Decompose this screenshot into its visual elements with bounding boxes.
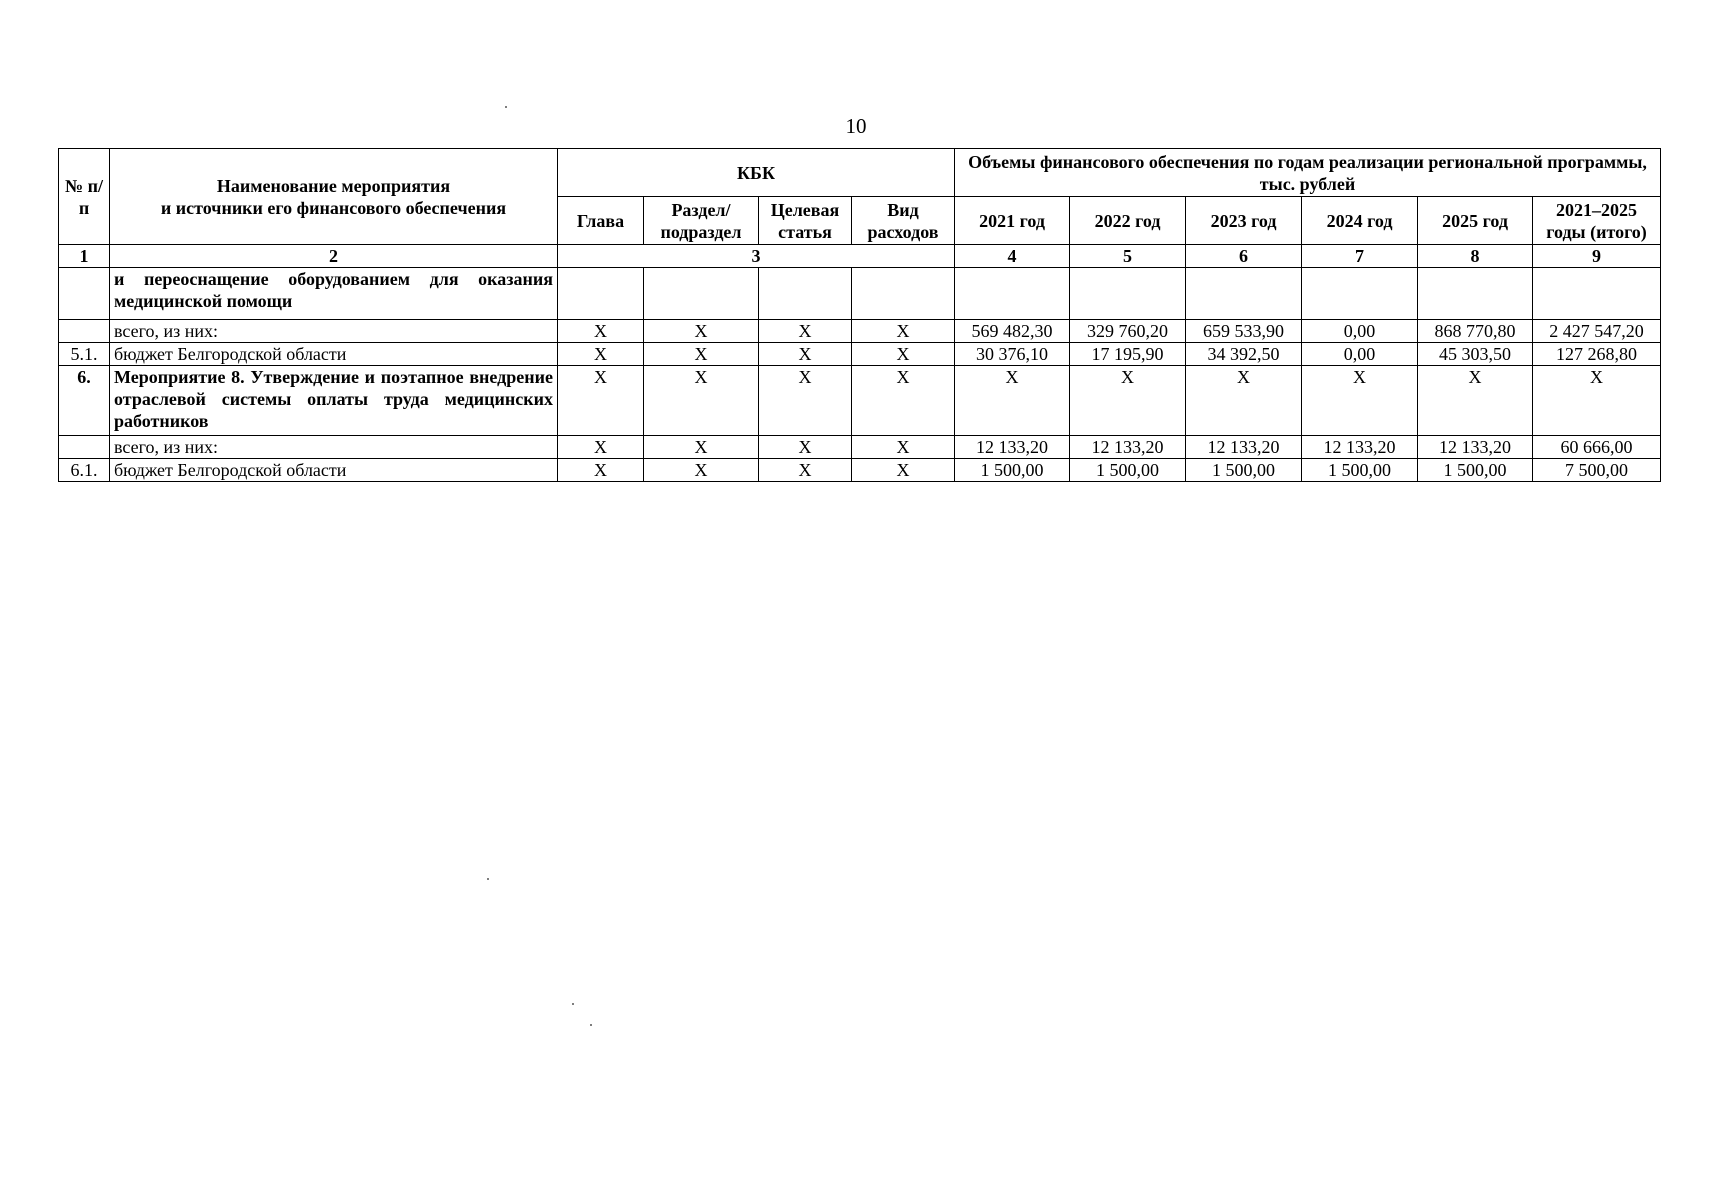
header-year-2025: 2025 год <box>1418 197 1533 245</box>
row-value-cell <box>955 268 1070 320</box>
header-kbk-vid: Вид расходов <box>852 197 955 245</box>
row-value-cell: 1 500,00 <box>1302 459 1418 482</box>
column-number: 1 <box>59 245 110 268</box>
row-value-cell: 17 195,90 <box>1070 343 1186 366</box>
row-value-cell: 1 500,00 <box>1418 459 1533 482</box>
header-col-name-line1: Наименование мероприятия <box>216 175 451 196</box>
scan-speck <box>505 106 507 108</box>
row-name: и переоснащение оборудованием для оказания медицинской помощи <box>110 268 558 320</box>
row-kbk-cell: X <box>759 320 852 343</box>
row-value-cell <box>1533 268 1661 320</box>
row-kbk-cell: X <box>852 459 955 482</box>
row-kbk-cell: X <box>558 459 644 482</box>
row-value-cell: 329 760,20 <box>1070 320 1186 343</box>
row-number <box>59 268 110 320</box>
row-value-cell: 569 482,30 <box>955 320 1070 343</box>
table-row <box>59 268 1661 320</box>
table-row <box>59 459 1661 482</box>
financing-table <box>58 148 1661 482</box>
row-name: всего, из них: <box>110 320 558 343</box>
header-year-2022: 2022 год <box>1070 197 1186 245</box>
row-value-cell: 1 500,00 <box>1070 459 1186 482</box>
table-row <box>59 320 1661 343</box>
row-kbk-cell: X <box>644 436 759 459</box>
row-value-cell <box>1186 268 1302 320</box>
header-col-no: № п/п <box>59 149 110 245</box>
row-value-cell: X <box>1070 366 1186 436</box>
row-value-cell <box>1418 268 1533 320</box>
row-value-cell: 12 133,20 <box>955 436 1070 459</box>
row-kbk-cell: X <box>852 343 955 366</box>
table-row <box>59 436 1661 459</box>
row-value-cell: X <box>1533 366 1661 436</box>
row-name: бюджет Белгородской области <box>110 343 558 366</box>
row-value-cell: 12 133,20 <box>1302 436 1418 459</box>
row-value-cell: 2 427 547,20 <box>1533 320 1661 343</box>
row-name: бюджет Белгородской области <box>110 459 558 482</box>
row-number <box>59 436 110 459</box>
column-number-row <box>59 245 1661 268</box>
row-value-cell: 868 770,80 <box>1418 320 1533 343</box>
row-kbk-cell: X <box>558 436 644 459</box>
row-kbk-cell <box>644 268 759 320</box>
column-number: 7 <box>1302 245 1418 268</box>
row-kbk-cell: X <box>852 436 955 459</box>
row-value-cell: X <box>1302 366 1418 436</box>
row-value-cell: 7 500,00 <box>1533 459 1661 482</box>
row-kbk-cell: X <box>644 343 759 366</box>
table-row <box>59 366 1661 436</box>
row-number: 6. <box>59 366 110 436</box>
row-kbk-cell: X <box>644 320 759 343</box>
row-value-cell: 127 268,80 <box>1533 343 1661 366</box>
row-value-cell: 12 133,20 <box>1418 436 1533 459</box>
header-year-2021: 2021 год <box>955 197 1070 245</box>
scan-speck <box>572 1003 574 1005</box>
header-year-2024: 2024 год <box>1302 197 1418 245</box>
row-value-cell: X <box>1186 366 1302 436</box>
row-value-cell: 0,00 <box>1302 320 1418 343</box>
row-name: всего, из них: <box>110 436 558 459</box>
column-number: 5 <box>1070 245 1186 268</box>
row-number: 5.1. <box>59 343 110 366</box>
header-kbk-glava: Глава <box>558 197 644 245</box>
row-kbk-cell <box>558 268 644 320</box>
row-value-cell: 1 500,00 <box>1186 459 1302 482</box>
row-number: 6.1. <box>59 459 110 482</box>
row-kbk-cell: X <box>644 366 759 436</box>
row-kbk-cell: X <box>558 366 644 436</box>
row-kbk-cell <box>759 268 852 320</box>
row-number <box>59 320 110 343</box>
row-value-cell: 12 133,20 <box>1070 436 1186 459</box>
column-number: 9 <box>1533 245 1661 268</box>
row-kbk-cell: X <box>644 459 759 482</box>
row-kbk-cell: X <box>759 343 852 366</box>
header-kbk: КБК <box>558 149 955 197</box>
row-kbk-cell: X <box>759 366 852 436</box>
column-number: 6 <box>1186 245 1302 268</box>
row-value-cell: 45 303,50 <box>1418 343 1533 366</box>
row-value-cell: 659 533,90 <box>1186 320 1302 343</box>
column-number: 3 <box>558 245 955 268</box>
row-kbk-cell: X <box>852 366 955 436</box>
column-number: 4 <box>955 245 1070 268</box>
row-kbk-cell: X <box>759 459 852 482</box>
row-name: Мероприятие 8. Утверждение и поэтапное внедрение отраслевой системы оплаты труда медицинских работников <box>110 366 558 436</box>
header-year-2023: 2023 год <box>1186 197 1302 245</box>
row-value-cell: 34 392,50 <box>1186 343 1302 366</box>
page-number: 10 <box>845 114 867 138</box>
row-value-cell: X <box>955 366 1070 436</box>
row-value-cell: 1 500,00 <box>955 459 1070 482</box>
column-number: 8 <box>1418 245 1533 268</box>
row-value-cell: X <box>1418 366 1533 436</box>
header-year-total: 2021–2025 годы (итого) <box>1533 197 1661 245</box>
row-value-cell: 12 133,20 <box>1186 436 1302 459</box>
row-kbk-cell: X <box>558 320 644 343</box>
row-value-cell: 30 376,10 <box>955 343 1070 366</box>
row-value-cell <box>1302 268 1418 320</box>
header-col-name-line2: и источники его финансового обеспечения <box>160 197 507 218</box>
row-value-cell: 0,00 <box>1302 343 1418 366</box>
header-kbk-razdel: Раздел/ подраздел <box>644 197 759 245</box>
row-kbk-cell <box>852 268 955 320</box>
row-kbk-cell: X <box>852 320 955 343</box>
row-value-cell: 60 666,00 <box>1533 436 1661 459</box>
column-number: 2 <box>110 245 558 268</box>
row-kbk-cell: X <box>759 436 852 459</box>
row-kbk-cell: X <box>558 343 644 366</box>
header-volumes: Объемы финансового обеспечения по годам реализации региональной программы, тыс. рублей <box>955 149 1661 197</box>
header-kbk-celevaya: Целевая статья <box>759 197 852 245</box>
row-value-cell <box>1070 268 1186 320</box>
scan-speck <box>590 1024 592 1026</box>
header-col-name <box>110 149 558 245</box>
scan-speck <box>487 878 489 880</box>
table-row <box>59 343 1661 366</box>
